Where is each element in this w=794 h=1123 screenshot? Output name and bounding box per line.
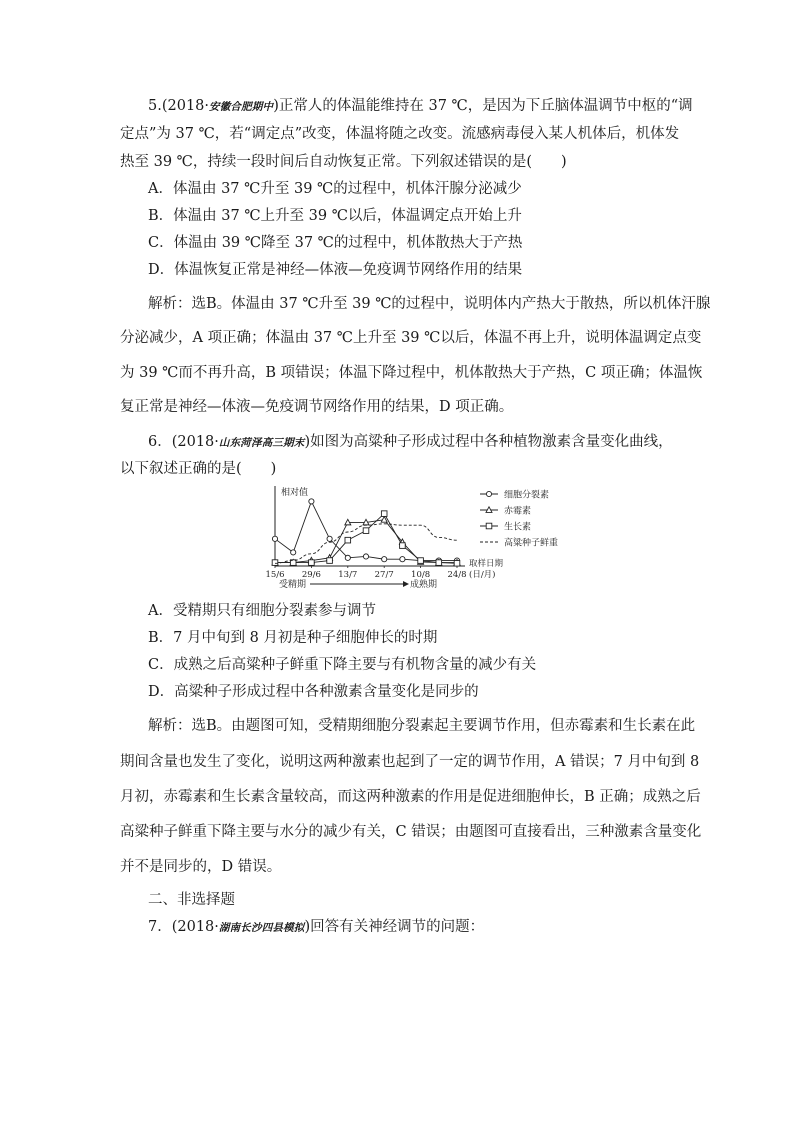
- data-point-circle: [400, 557, 405, 562]
- q5-option-c: C．体温由 39 ℃降至 37 ℃的过程中，机体散热大于产热: [148, 235, 523, 251]
- q6-option-b: B．7 月中旬到 8 月初是种子细胞伸长的时期: [148, 630, 438, 646]
- q5-option-a: A．体温由 37 ℃升至 39 ℃的过程中，机体汗腺分泌减少: [148, 181, 522, 197]
- x-tick-label: 29/6: [301, 570, 321, 580]
- x-tick-label: 15/6: [265, 570, 285, 580]
- x-tick-label: 10/8: [411, 570, 431, 580]
- x-axis-label-line1: 取样日期: [469, 559, 504, 569]
- x-tick-label: 27/7: [374, 570, 394, 580]
- q5-source: 安徽合肥期中: [209, 101, 274, 113]
- q5-analysis-line4: 复正常是神经—体液—免疫调节网络作用的结果，D 项正确。: [120, 399, 514, 415]
- q5-stem-line3: 热至 39 ℃，持续一段时间后自动恢复正常。下列叙述错误的是( ): [120, 154, 567, 170]
- legend-label: 生长素: [504, 522, 532, 533]
- q6-analysis-line1: 解析：选B。由题图可知，受精期细胞分裂素起主要调节作用，但赤霉素和生长素在此: [148, 718, 696, 734]
- q6-option-a: A．受精期只有细胞分裂素参与调节: [148, 603, 376, 619]
- legend-label: 赤霉素: [504, 506, 532, 517]
- q7-source: 湖南长沙四县模拟: [218, 922, 305, 934]
- legend-item: [480, 505, 531, 517]
- data-point-square: [345, 537, 351, 543]
- stage-label-fertilization: 受精期: [279, 580, 307, 590]
- legend-item: [480, 489, 549, 501]
- q6-analysis-line2: 期间含量也发生了变化，说明这两种激素也起到了一定的调节作用，A 错误；7 月中旬到 8: [120, 754, 700, 770]
- q6-analysis-line4: 高粱种子鲜重下降主要与水分的减少有关，C 错误；由题图可直接看出，三种激素含量变化: [120, 824, 702, 840]
- data-point-square: [272, 560, 278, 566]
- data-point-square: [454, 560, 460, 566]
- data-point-circle: [291, 550, 296, 555]
- q5-analysis-line3: 为 39 ℃而不再升高，B 项错误；体温下降过程中，机体散热大于产热，C 项正确；体温恢: [120, 365, 703, 381]
- data-point-square: [400, 543, 406, 549]
- q5-analysis-line2: 分泌减少，A 项正确；体温由 37 ℃上升至 39 ℃以后，体温不再上升，说明体温调定点变: [120, 330, 702, 346]
- q5-option-d: D．体温恢复正常是神经—体液—免疫调节网络作用的结果: [148, 262, 523, 278]
- q7-stem: 7．(2018·湖南长沙四县模拟)回答有关神经调节的问题：: [148, 919, 485, 935]
- data-point-circle: [272, 536, 277, 541]
- chart-legend: [480, 489, 558, 549]
- q6-stem-line1: 6．(2018·山东菏泽高三期末)如图为高粱种子形成过程中各种植物激素含量变化曲线，: [148, 434, 673, 450]
- section-title-nonchoice: 二、非选择题: [148, 892, 235, 908]
- q5-option-b: B．体温由 37 ℃上升至 39 ℃以后，体温调定点开始上升: [148, 208, 522, 224]
- legend-item: [480, 537, 558, 549]
- legend-label: 高粱种子鲜重: [504, 538, 559, 549]
- q5-analysis-line1: 解析：选B。体温由 37 ℃升至 39 ℃的过程中，说明体内产热大于散热，所以机体汗腺: [148, 296, 711, 312]
- x-axis-label: [469, 558, 506, 580]
- legend-item: [480, 521, 531, 533]
- q6-analysis-line5: 并不是同步的，D 错误。: [120, 859, 282, 875]
- stage-label-maturity: 成熟期: [410, 580, 438, 590]
- data-point-circle: [309, 499, 314, 504]
- data-point-circle: [345, 555, 350, 560]
- data-point-circle: [327, 536, 332, 541]
- x-tick-label: 13/7: [338, 570, 358, 580]
- x-tick-label: 24/8: [447, 570, 467, 580]
- legend-label: 细胞分裂素: [504, 490, 550, 501]
- hormone-chart: [255, 482, 600, 594]
- x-axis-label-line2: (日/月): [469, 570, 496, 580]
- q6-option-d: D．高粱种子形成过程中各种激素含量变化是同步的: [148, 684, 479, 700]
- y-axis-label: 相对值: [281, 488, 309, 498]
- data-point-square: [309, 560, 315, 566]
- q5-stem-line2: 定点”为 37 ℃，若“调定点”改变，体温将随之改变。流感病毒侵入某人机体后，机体发: [120, 126, 680, 142]
- data-point-square: [418, 558, 424, 564]
- stage-arrow-head: [403, 581, 409, 587]
- data-point-square: [363, 528, 369, 534]
- q6-analysis-line3: 月初，赤霉素和生长素含量较高，而这两种激素的作用是促进细胞伸长，B 正确；成熟之后: [120, 789, 701, 805]
- q6-source: 山东菏泽高三期末: [218, 437, 305, 449]
- q6-stem-line2: 以下叙述正确的是( ): [120, 461, 277, 477]
- data-point-circle: [363, 554, 368, 559]
- data-point-circle: [486, 491, 491, 496]
- q5-stem-line1: 5.(2018·安徽合肥期中)正常人的体温能维持在 37 ℃，是因为下丘脑体温调节中枢的“调: [148, 98, 693, 114]
- data-point-circle: [382, 557, 387, 562]
- data-point-square: [381, 511, 387, 517]
- data-point-square: [486, 523, 492, 529]
- q6-option-c: C．成熟之后高粱种子鲜重下降主要与有机物含量的减少有关: [148, 657, 537, 673]
- data-point-square: [327, 558, 333, 564]
- data-point-square: [436, 560, 442, 566]
